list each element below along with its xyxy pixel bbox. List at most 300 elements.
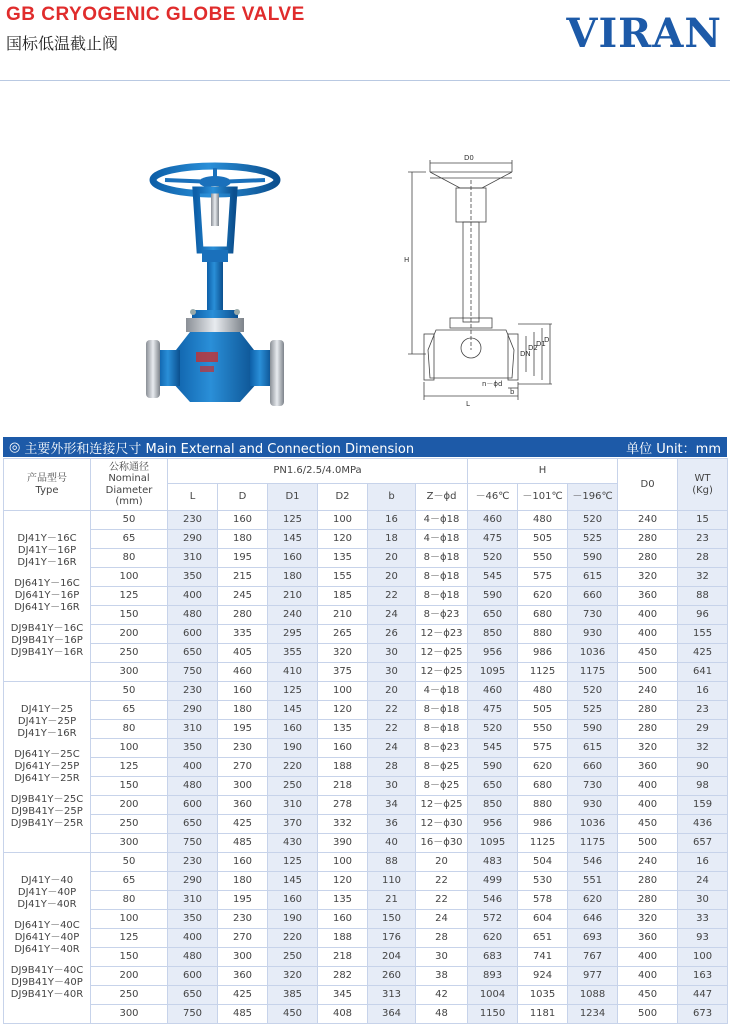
cell-d2: 120	[318, 872, 368, 891]
header-nominal-diameter: 公称通径 Nominal Diameter (mm)	[91, 459, 168, 511]
cell-bolts: 42	[416, 986, 468, 1005]
dimension-drawing-image	[400, 150, 560, 410]
cell-bolts: 12－ϕ25	[416, 796, 468, 815]
cell-d1: 370	[268, 815, 318, 834]
cell-d2: 408	[318, 1005, 368, 1024]
cell-d2: 210	[318, 606, 368, 625]
cell-d1: 125	[268, 853, 318, 872]
cell-b: 150	[368, 910, 416, 929]
cell-d0: 360	[618, 929, 678, 948]
header-h-46: －46℃	[468, 484, 518, 511]
cell-h-196: 551	[568, 872, 618, 891]
valve-photo-image	[130, 150, 295, 420]
cell-d2: 188	[318, 929, 368, 948]
cell-weight: 16	[678, 682, 728, 701]
cell-d2: 135	[318, 720, 368, 739]
cell-h-101: 620	[518, 587, 568, 606]
cell-h-101: 986	[518, 815, 568, 834]
cell-d0: 400	[618, 777, 678, 796]
cell-b: 20	[368, 682, 416, 701]
cell-weight: 100	[678, 948, 728, 967]
cell-h-196: 546	[568, 853, 618, 872]
cell-bolts: 8－ϕ18	[416, 568, 468, 587]
cell-h-101: 680	[518, 606, 568, 625]
cell-h-196: 520	[568, 682, 618, 701]
cell-d: 270	[218, 758, 268, 777]
cell-d1: 250	[268, 777, 318, 796]
cell-h-101: 575	[518, 739, 568, 758]
cell-d0: 320	[618, 739, 678, 758]
cell-b: 313	[368, 986, 416, 1005]
cell-h-46: 499	[468, 872, 518, 891]
cell-h-196: 730	[568, 606, 618, 625]
header-d: D	[218, 484, 268, 511]
header-d1: D1	[268, 484, 318, 511]
section-header-bar	[3, 437, 727, 457]
cell-dn: 250	[91, 644, 168, 663]
cell-h-101: 550	[518, 720, 568, 739]
cell-b: 24	[368, 606, 416, 625]
cell-d2: 160	[318, 910, 368, 929]
cell-dn: 125	[91, 929, 168, 948]
cell-h-196: 693	[568, 929, 618, 948]
cell-d2: 135	[318, 891, 368, 910]
cell-l: 350	[168, 739, 218, 758]
cell-l: 750	[168, 1005, 218, 1024]
header-h-196: －196℃	[568, 484, 618, 511]
cell-d: 195	[218, 549, 268, 568]
cell-bolts: 8－ϕ18	[416, 549, 468, 568]
cell-bolts: 22	[416, 891, 468, 910]
cell-l: 400	[168, 929, 218, 948]
cell-d: 195	[218, 891, 268, 910]
cell-weight: 96	[678, 606, 728, 625]
cell-h-46: 850	[468, 796, 518, 815]
cell-dn: 200	[91, 625, 168, 644]
cell-d: 405	[218, 644, 268, 663]
cell-weight: 436	[678, 815, 728, 834]
cell-h-101: 924	[518, 967, 568, 986]
product-title-en: GB CRYOGENIC GLOBE VALVE	[6, 4, 305, 25]
cell-h-196: 767	[568, 948, 618, 967]
label-b: b	[510, 388, 515, 396]
cell-d0: 320	[618, 568, 678, 587]
cell-weight: 159	[678, 796, 728, 815]
table-row	[4, 986, 728, 1005]
cell-d1: 125	[268, 511, 318, 530]
cell-d2: 160	[318, 739, 368, 758]
cell-d2: 120	[318, 701, 368, 720]
cell-h-196: 1175	[568, 834, 618, 853]
cell-d: 335	[218, 625, 268, 644]
cell-h-101: 505	[518, 701, 568, 720]
cell-h-196: 930	[568, 625, 618, 644]
cell-bolts: 8－ϕ25	[416, 777, 468, 796]
cell-h-196: 1036	[568, 815, 618, 834]
cell-d0: 280	[618, 701, 678, 720]
cell-h-46: 460	[468, 682, 518, 701]
cell-b: 30	[368, 777, 416, 796]
table-row	[4, 625, 728, 644]
table-row	[4, 511, 728, 530]
cell-d0: 360	[618, 758, 678, 777]
cell-d2: 320	[318, 644, 368, 663]
cell-weight: 93	[678, 929, 728, 948]
cell-d: 425	[218, 815, 268, 834]
table-row	[4, 834, 728, 853]
cell-dn: 150	[91, 606, 168, 625]
header-weight: WT (Kg)	[678, 459, 728, 511]
cell-h-196: 1088	[568, 986, 618, 1005]
header-divider	[0, 80, 730, 81]
cell-d: 195	[218, 720, 268, 739]
cell-d2: 188	[318, 758, 368, 777]
cell-h-196: 620	[568, 891, 618, 910]
cell-d0: 400	[618, 606, 678, 625]
cell-d: 300	[218, 777, 268, 796]
cell-d1: 145	[268, 701, 318, 720]
label-d1: D1	[536, 340, 546, 348]
cell-b: 16	[368, 511, 416, 530]
cell-l: 290	[168, 872, 218, 891]
table-row	[4, 606, 728, 625]
table-row	[4, 701, 728, 720]
cell-h-46: 1004	[468, 986, 518, 1005]
cell-d1: 250	[268, 948, 318, 967]
type-label: DJ41Y－16C DJ41Y－16P DJ41Y－16R	[17, 533, 77, 568]
type-cell	[4, 853, 91, 1024]
cell-d1: 355	[268, 644, 318, 663]
cell-h-101: 880	[518, 625, 568, 644]
cell-dn: 100	[91, 568, 168, 587]
table-row	[4, 758, 728, 777]
cell-l: 290	[168, 530, 218, 549]
unit-label: 单位 Unit：mm	[626, 441, 721, 457]
cell-bolts: 12－ϕ25	[416, 644, 468, 663]
cell-weight: 23	[678, 701, 728, 720]
label-d0: D0	[464, 154, 474, 162]
cell-d0: 500	[618, 663, 678, 682]
cell-dn: 65	[91, 530, 168, 549]
cell-b: 21	[368, 891, 416, 910]
table-row	[4, 739, 728, 758]
cell-h-46: 893	[468, 967, 518, 986]
cell-d0: 240	[618, 853, 678, 872]
cell-h-196: 590	[568, 549, 618, 568]
cell-d0: 240	[618, 511, 678, 530]
cell-h-46: 475	[468, 701, 518, 720]
table-row	[4, 872, 728, 891]
cell-dn: 300	[91, 834, 168, 853]
cell-weight: 657	[678, 834, 728, 853]
cell-dn: 125	[91, 587, 168, 606]
cell-d1: 190	[268, 910, 318, 929]
table-row	[4, 1005, 728, 1024]
cell-h-46: 545	[468, 568, 518, 587]
table-row	[4, 948, 728, 967]
cell-bolts: 38	[416, 967, 468, 986]
cell-weight: 98	[678, 777, 728, 796]
header-type: 产品型号 Type	[4, 459, 91, 511]
label-l: L	[466, 400, 470, 408]
cell-l: 350	[168, 568, 218, 587]
section-title: 主要外形和连接尺寸 Main External and Connection Dimension	[24, 441, 415, 457]
cell-weight: 90	[678, 758, 728, 777]
cell-d1: 160	[268, 549, 318, 568]
cell-b: 36	[368, 815, 416, 834]
cell-weight: 15	[678, 511, 728, 530]
cell-l: 750	[168, 663, 218, 682]
cell-d1: 220	[268, 758, 318, 777]
cell-b: 22	[368, 720, 416, 739]
cell-weight: 163	[678, 967, 728, 986]
cell-h-101: 505	[518, 530, 568, 549]
cell-bolts: 30	[416, 948, 468, 967]
cell-d2: 375	[318, 663, 368, 682]
cell-b: 24	[368, 739, 416, 758]
cell-weight: 30	[678, 891, 728, 910]
cell-l: 230	[168, 682, 218, 701]
cell-h-101: 578	[518, 891, 568, 910]
cell-b: 176	[368, 929, 416, 948]
cell-d: 180	[218, 701, 268, 720]
cell-d1: 220	[268, 929, 318, 948]
cell-d: 485	[218, 834, 268, 853]
cell-l: 400	[168, 758, 218, 777]
cell-h-46: 650	[468, 606, 518, 625]
brand-logo: VIRAN	[566, 10, 722, 57]
cell-d: 180	[218, 530, 268, 549]
table-row	[4, 682, 728, 701]
cell-h-196: 520	[568, 511, 618, 530]
table-row	[4, 644, 728, 663]
cell-h-101: 480	[518, 682, 568, 701]
cell-b: 30	[368, 644, 416, 663]
cell-bolts: 48	[416, 1005, 468, 1024]
cell-d0: 400	[618, 796, 678, 815]
cell-d: 300	[218, 948, 268, 967]
cell-d0: 500	[618, 834, 678, 853]
cell-h-101: 530	[518, 872, 568, 891]
cell-l: 230	[168, 853, 218, 872]
cell-d1: 160	[268, 720, 318, 739]
cell-d1: 125	[268, 682, 318, 701]
header-d2: D2	[318, 484, 368, 511]
cell-d: 280	[218, 606, 268, 625]
cell-d0: 280	[618, 530, 678, 549]
cell-d: 425	[218, 986, 268, 1005]
table-row	[4, 853, 728, 872]
cell-weight: 425	[678, 644, 728, 663]
cell-l: 480	[168, 777, 218, 796]
cell-h-101: 1125	[518, 834, 568, 853]
cell-d1: 410	[268, 663, 318, 682]
cell-l: 400	[168, 587, 218, 606]
cell-dn: 65	[91, 701, 168, 720]
cell-h-46: 620	[468, 929, 518, 948]
cell-h-46: 590	[468, 758, 518, 777]
cell-h-46: 956	[468, 815, 518, 834]
cell-d2: 332	[318, 815, 368, 834]
cell-h-46: 1150	[468, 1005, 518, 1024]
cell-bolts: 8－ϕ18	[416, 701, 468, 720]
cell-d0: 240	[618, 682, 678, 701]
cell-dn: 125	[91, 758, 168, 777]
cell-d1: 310	[268, 796, 318, 815]
cell-d0: 400	[618, 967, 678, 986]
cell-d: 360	[218, 967, 268, 986]
cell-bolts: 8－ϕ23	[416, 606, 468, 625]
header-d0: D0	[618, 459, 678, 511]
cell-dn: 150	[91, 948, 168, 967]
cell-bolts: 8－ϕ18	[416, 587, 468, 606]
table-row	[4, 720, 728, 739]
cell-l: 650	[168, 644, 218, 663]
cell-dn: 100	[91, 739, 168, 758]
cell-b: 22	[368, 701, 416, 720]
cell-dn: 150	[91, 777, 168, 796]
table-row	[4, 530, 728, 549]
cell-l: 600	[168, 967, 218, 986]
cell-weight: 33	[678, 910, 728, 929]
cell-bolts: 12－ϕ25	[416, 663, 468, 682]
table-row	[4, 568, 728, 587]
cell-b: 20	[368, 568, 416, 587]
cell-h-46: 520	[468, 549, 518, 568]
cell-d0: 400	[618, 625, 678, 644]
cell-h-46: 683	[468, 948, 518, 967]
cell-l: 310	[168, 549, 218, 568]
cell-d0: 400	[618, 948, 678, 967]
cell-bolts: 24	[416, 910, 468, 929]
cell-weight: 673	[678, 1005, 728, 1024]
cell-h-101: 651	[518, 929, 568, 948]
type-label: DJ9B41Y－25C DJ9B41Y－25P DJ9B41Y－25R	[10, 794, 84, 829]
cell-h-196: 1234	[568, 1005, 618, 1024]
cell-weight: 447	[678, 986, 728, 1005]
cell-h-101: 880	[518, 796, 568, 815]
cell-l: 600	[168, 796, 218, 815]
cell-d2: 185	[318, 587, 368, 606]
cell-bolts: 22	[416, 872, 468, 891]
cell-bolts: 20	[416, 853, 468, 872]
cell-h-101: 986	[518, 644, 568, 663]
table-row	[4, 663, 728, 682]
header-b: b	[368, 484, 416, 511]
cell-d0: 450	[618, 986, 678, 1005]
cell-h-196: 525	[568, 701, 618, 720]
cell-h-196: 660	[568, 758, 618, 777]
cell-h-101: 1181	[518, 1005, 568, 1024]
cell-h-196: 730	[568, 777, 618, 796]
cell-d2: 218	[318, 948, 368, 967]
cell-d1: 190	[268, 739, 318, 758]
cell-d: 160	[218, 682, 268, 701]
type-label: DJ41Y－40 DJ41Y－40P DJ41Y－40R	[17, 875, 77, 910]
cell-h-46: 590	[468, 587, 518, 606]
cell-bolts: 4－ϕ18	[416, 682, 468, 701]
type-cell	[4, 682, 91, 853]
header-bolts: Z－ϕd	[416, 484, 468, 511]
cell-b: 88	[368, 853, 416, 872]
cell-d2: 345	[318, 986, 368, 1005]
cell-d2: 390	[318, 834, 368, 853]
header-h: H	[468, 459, 618, 484]
dimension-table	[3, 458, 728, 1024]
cell-h-196: 646	[568, 910, 618, 929]
cell-d1: 210	[268, 587, 318, 606]
cell-weight: 24	[678, 872, 728, 891]
type-label: DJ641Y－16C DJ641Y－16P DJ641Y－16R	[14, 578, 80, 613]
cell-bolts: 4－ϕ18	[416, 530, 468, 549]
cell-dn: 200	[91, 796, 168, 815]
table-row	[4, 549, 728, 568]
cell-d: 230	[218, 910, 268, 929]
cell-d: 460	[218, 663, 268, 682]
cell-d: 485	[218, 1005, 268, 1024]
table-row	[4, 815, 728, 834]
cell-h-46: 850	[468, 625, 518, 644]
table-row	[4, 587, 728, 606]
cell-dn: 50	[91, 511, 168, 530]
cell-bolts: 4－ϕ18	[416, 511, 468, 530]
cell-h-101: 1035	[518, 986, 568, 1005]
cell-d0: 280	[618, 891, 678, 910]
cell-weight: 155	[678, 625, 728, 644]
cell-d0: 450	[618, 815, 678, 834]
cell-d: 180	[218, 872, 268, 891]
cell-h-101: 680	[518, 777, 568, 796]
cell-b: 34	[368, 796, 416, 815]
cell-b: 22	[368, 587, 416, 606]
type-label: DJ41Y－25 DJ41Y－25P DJ41Y－16R	[17, 704, 77, 739]
cell-bolts: 12－ϕ30	[416, 815, 468, 834]
cell-h-101: 1125	[518, 663, 568, 682]
cell-b: 110	[368, 872, 416, 891]
header-pressure: PN1.6/2.5/4.0MPa	[168, 459, 468, 484]
cell-d2: 100	[318, 511, 368, 530]
label-bolts: n－ϕd	[482, 380, 503, 388]
cell-d: 230	[218, 739, 268, 758]
cell-d2: 100	[318, 853, 368, 872]
header-l: L	[168, 484, 218, 511]
cell-dn: 50	[91, 853, 168, 872]
cell-h-46: 650	[468, 777, 518, 796]
cell-dn: 50	[91, 682, 168, 701]
cell-l: 310	[168, 891, 218, 910]
cell-h-101: 480	[518, 511, 568, 530]
cell-b: 260	[368, 967, 416, 986]
cell-d2: 120	[318, 530, 368, 549]
cell-weight: 23	[678, 530, 728, 549]
cell-h-46: 572	[468, 910, 518, 929]
cell-bolts: 8－ϕ25	[416, 758, 468, 777]
cell-d0: 450	[618, 644, 678, 663]
cell-weight: 32	[678, 739, 728, 758]
table-row	[4, 891, 728, 910]
cell-l: 230	[168, 511, 218, 530]
type-cell	[4, 511, 91, 682]
cell-l: 290	[168, 701, 218, 720]
cell-h-46: 1095	[468, 834, 518, 853]
cell-d0: 360	[618, 587, 678, 606]
label-h: H	[404, 256, 410, 264]
label-d: D	[544, 336, 550, 344]
cell-d0: 500	[618, 1005, 678, 1024]
table-row	[4, 910, 728, 929]
cell-h-196: 615	[568, 568, 618, 587]
cell-weight: 88	[678, 587, 728, 606]
